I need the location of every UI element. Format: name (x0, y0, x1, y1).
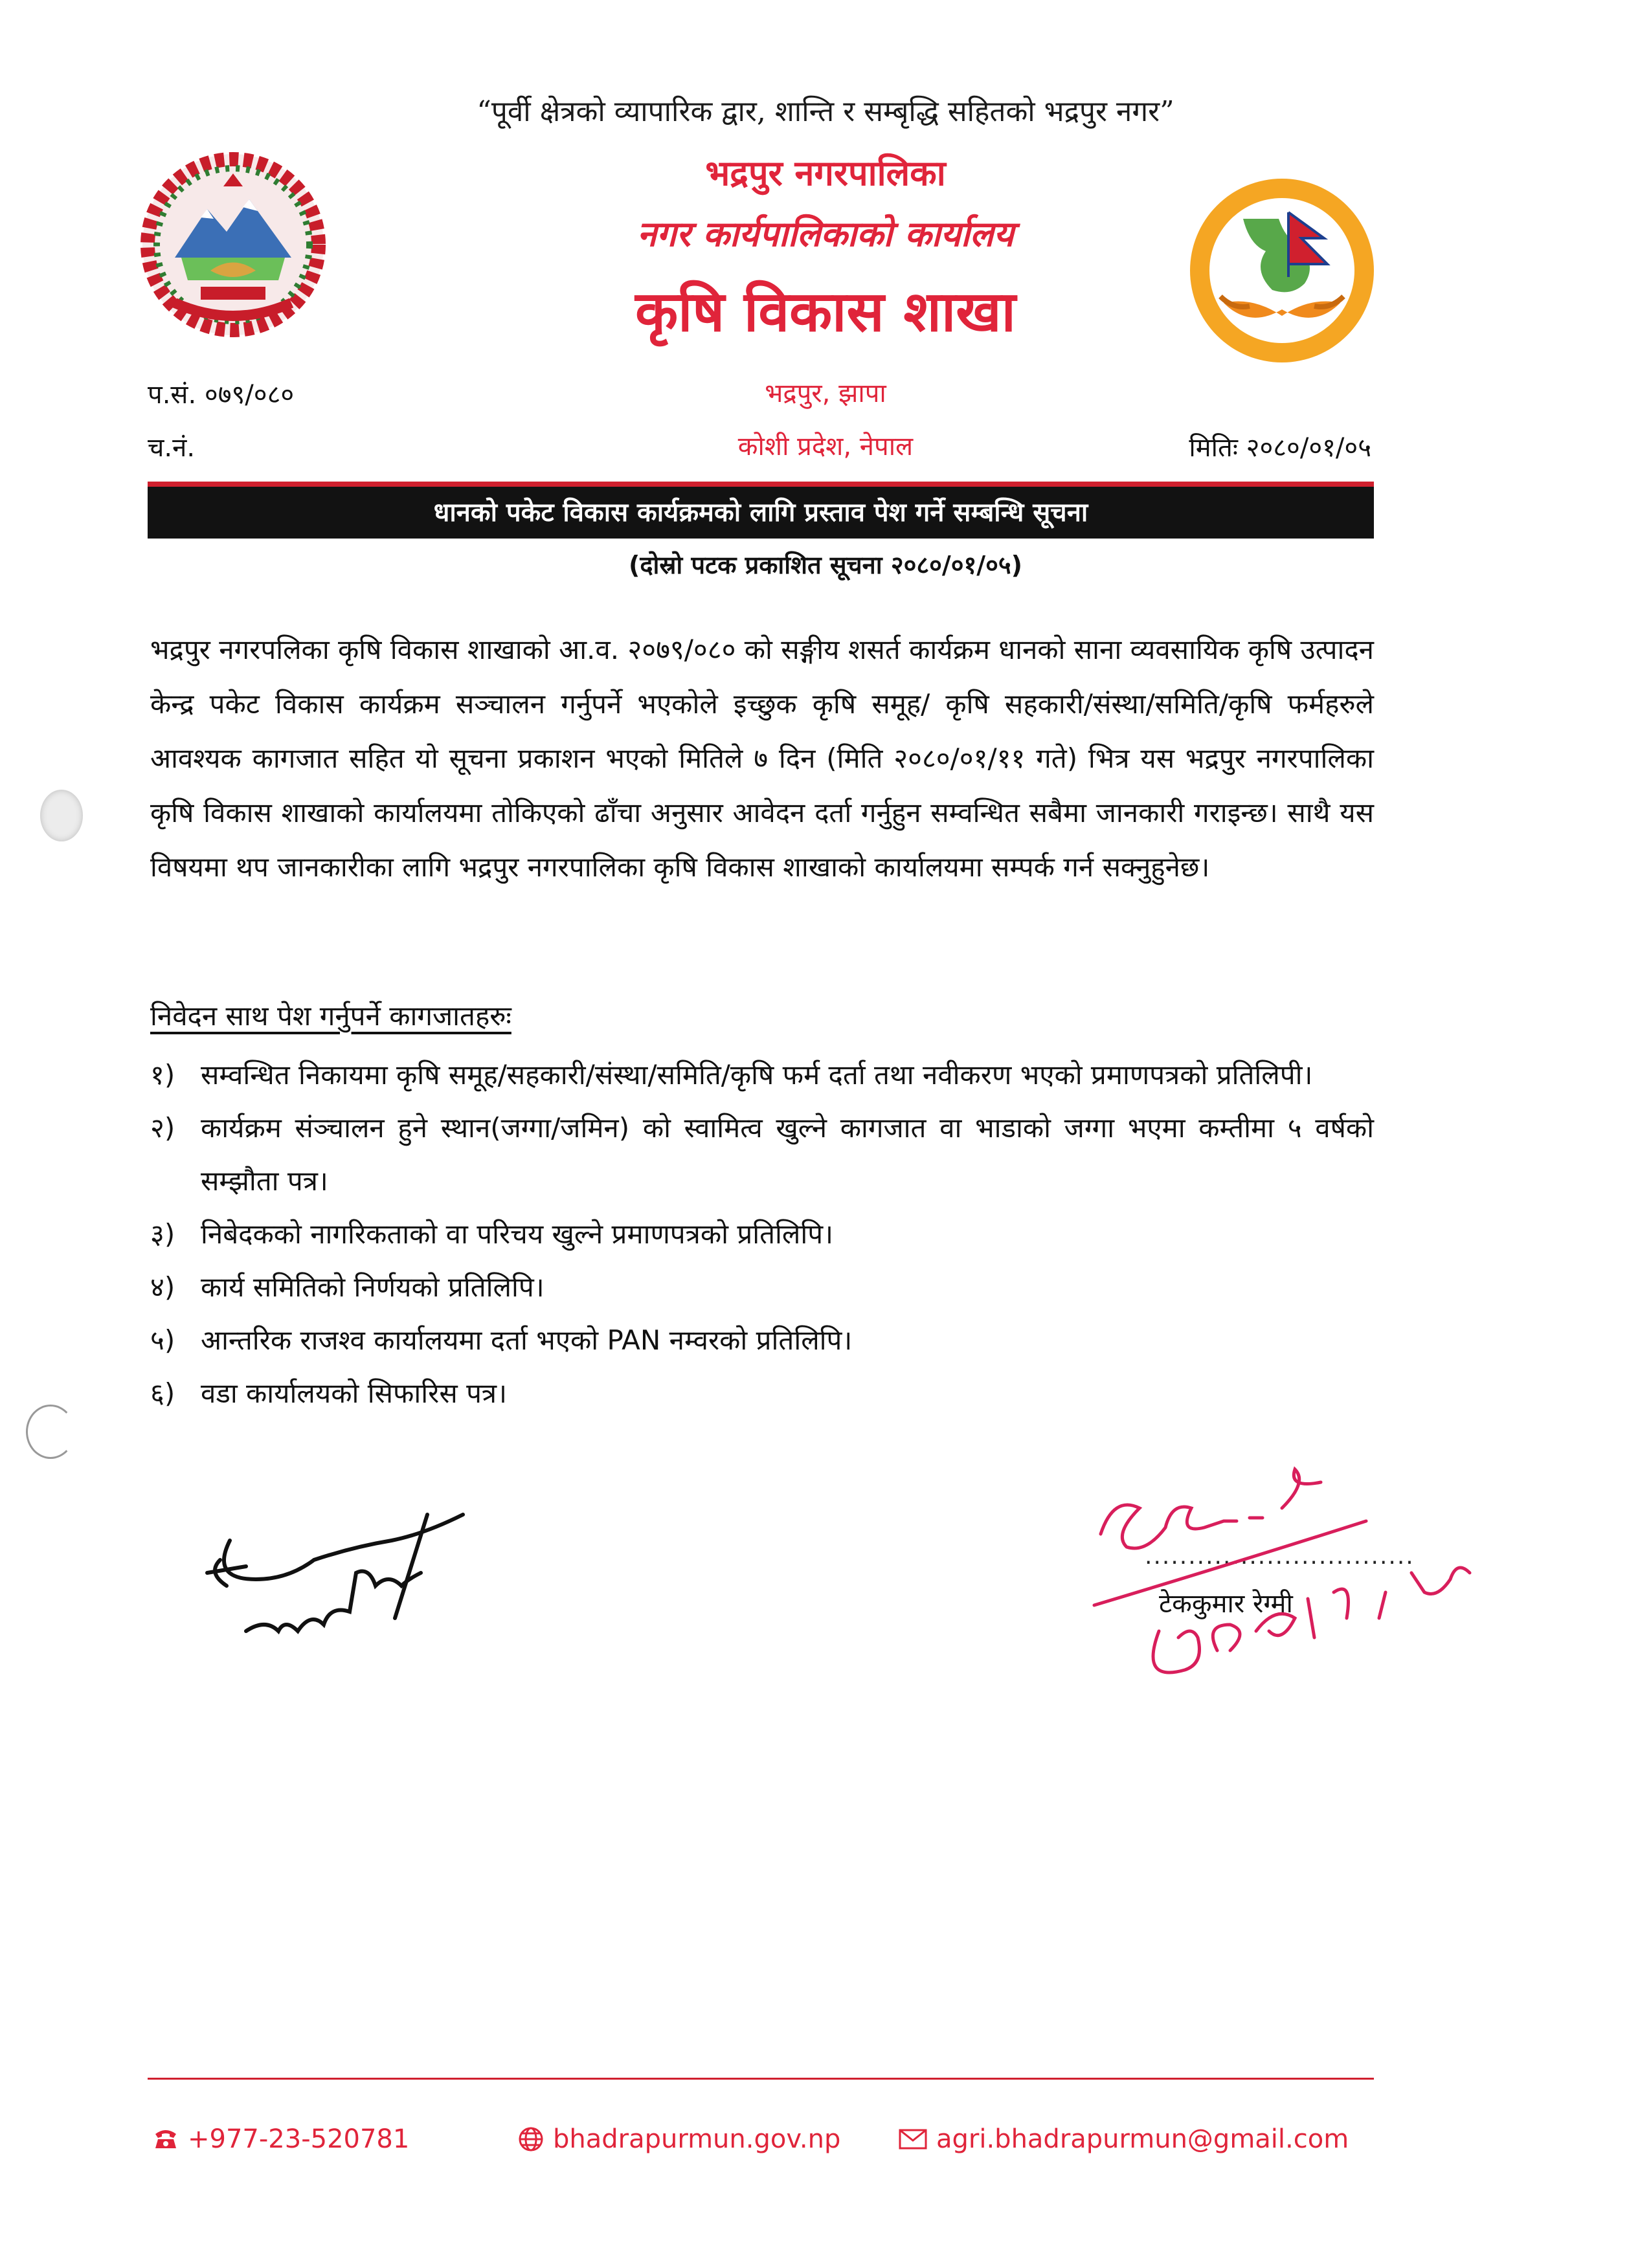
envelope-icon (899, 2129, 927, 2150)
list-item-number: ५) (150, 1324, 175, 1356)
footer-phone (153, 2124, 409, 2154)
office-name: नगर कार्यपालिकाको कार्यालय (637, 214, 1014, 254)
footer-email (899, 2124, 1349, 2154)
list-item-text: निबेदकको नागरिकताको वा परिचय खुल्ने प्रमाणपत्रको प्रतिलिपि। (201, 1218, 834, 1250)
list-item-text: कार्य समितिको निर्णयको प्रतिलिपि। (201, 1271, 545, 1303)
reference-number: प.सं. ०७९/०८० (148, 380, 295, 410)
branch-name: कृषि विकास शाखा (635, 280, 1016, 344)
address-province: कोशी प्रदेश, नेपाल (737, 432, 914, 461)
website-link[interactable]: bhadrapurmun.gov.np (553, 2124, 841, 2154)
list-item-text: सम्वन्धित निकायमा कृषि समूह/सहकारी/संस्था/समिति/कृषि फर्म दर्ता तथा नवीकरण भएको प्रमाणपत्रको प्रतिलिपी। (201, 1059, 1313, 1091)
list-item-number: ३) (150, 1218, 175, 1250)
list-item (150, 1102, 1374, 1208)
notice-body: भद्रपुर नगरपलिका कृषि विकास शाखाको आ.व. २०७९/०८० को सङ्गीय शसर्त कार्यक्रम धानको साना व्यवसायिक कृषि उत्पादन केन्द्र पकेट विकास कार्यक्रम सञ्चालन गर्नुपर्ने भएकोले इच्छुक कृषि समूह/ कृषि सहकारी/संस्था/समिति/कृषि फर्महरुले आवश्यक कागजात सहित यो सूचना प्रकाशन भएको मितिले ७ दिन (मिति २०८०/०१/११ गते) भित्र यस भद्रपुर नगरपालिका कृषि विकास शाखाको कार्यालयमा तोकिएको ढाँचा अनुसार आवेदन दर्ता गर्नुहुन सम्वन्धित सबैमा जानकारी गराइन्छ। साथै यस विषयमा थप जानकारीका लागि भद्रपुर नगरपालिका कृषि विकास शाखाको कार्यालयमा सम्पर्क गर्न सक्नुहुनेछ। (150, 634, 1374, 883)
municipal-motto: “पूर्वी क्षेत्रको व्यापारिक द्वार, शान्ति र सम्बृद्धि सहितको भद्रपुर नगर” (477, 95, 1174, 128)
signature-line: ............................... (1145, 1543, 1415, 1570)
list-item (150, 1049, 1374, 1102)
list-item-number: २) (150, 1112, 175, 1144)
phone-icon (153, 2128, 179, 2151)
phone-number: +977-23-520781 (188, 2124, 410, 2154)
email-link[interactable]: agri.bhadrapurmun@gmail.com (936, 2124, 1349, 2154)
left-signature (194, 1502, 505, 1657)
footer-website (518, 2124, 840, 2154)
banner-accent-line (148, 482, 1374, 487)
documents-heading: निवेदन साथ पेश गर्नुपर्ने कागजातहरुः (150, 1000, 511, 1032)
punch-hole (26, 1405, 75, 1459)
list-item (150, 1314, 1374, 1367)
punch-hole (40, 790, 83, 841)
municipality-name: भद्रपुर नगरपालिका (705, 153, 946, 194)
right-signature (1075, 1437, 1567, 1709)
globe-icon (518, 2126, 544, 2152)
address-city: भद्रपुर, झापा (765, 379, 886, 408)
list-item (150, 1367, 1374, 1420)
documents-list (150, 1049, 1374, 1420)
signatory-name: टेककुमार रेग्मी (1159, 1589, 1293, 1619)
notice-date: मितिः २०८०/०१/०५ (1189, 433, 1371, 463)
dispatch-number: च.नं. (148, 433, 196, 463)
list-item-number: १) (150, 1059, 175, 1091)
list-item (150, 1261, 1374, 1314)
list-item-number: ४) (150, 1271, 175, 1303)
notice-title: धानको पकेट विकास कार्यक्रमको लागि प्रस्ताव पेश गर्ने सम्बन्धि सूचना (148, 487, 1374, 539)
list-item-text: कार्यक्रम संञ्चालन हुने स्थान(जग्गा/जमिन) को स्वामित्व खुल्ने कागजात वा भाडाको जग्गा भएमा कम्तीमा ५ वर्षको सम्झौता पत्र। (201, 1112, 1374, 1197)
notice-subtitle: (दोस्रो पटक प्रकाशित सूचना २०८०/०१/०५) (628, 551, 1023, 579)
list-item-text: आन्तरिक राजश्व कार्यालयमा दर्ता भएको PAN नम्वरको प्रतिलिपि। (201, 1324, 853, 1356)
list-item (150, 1208, 1374, 1261)
list-item-text: वडा कार्यालयको सिफारिस पत्र। (201, 1377, 508, 1409)
list-item-number: ६) (150, 1377, 175, 1409)
footer-divider (148, 2078, 1374, 2080)
